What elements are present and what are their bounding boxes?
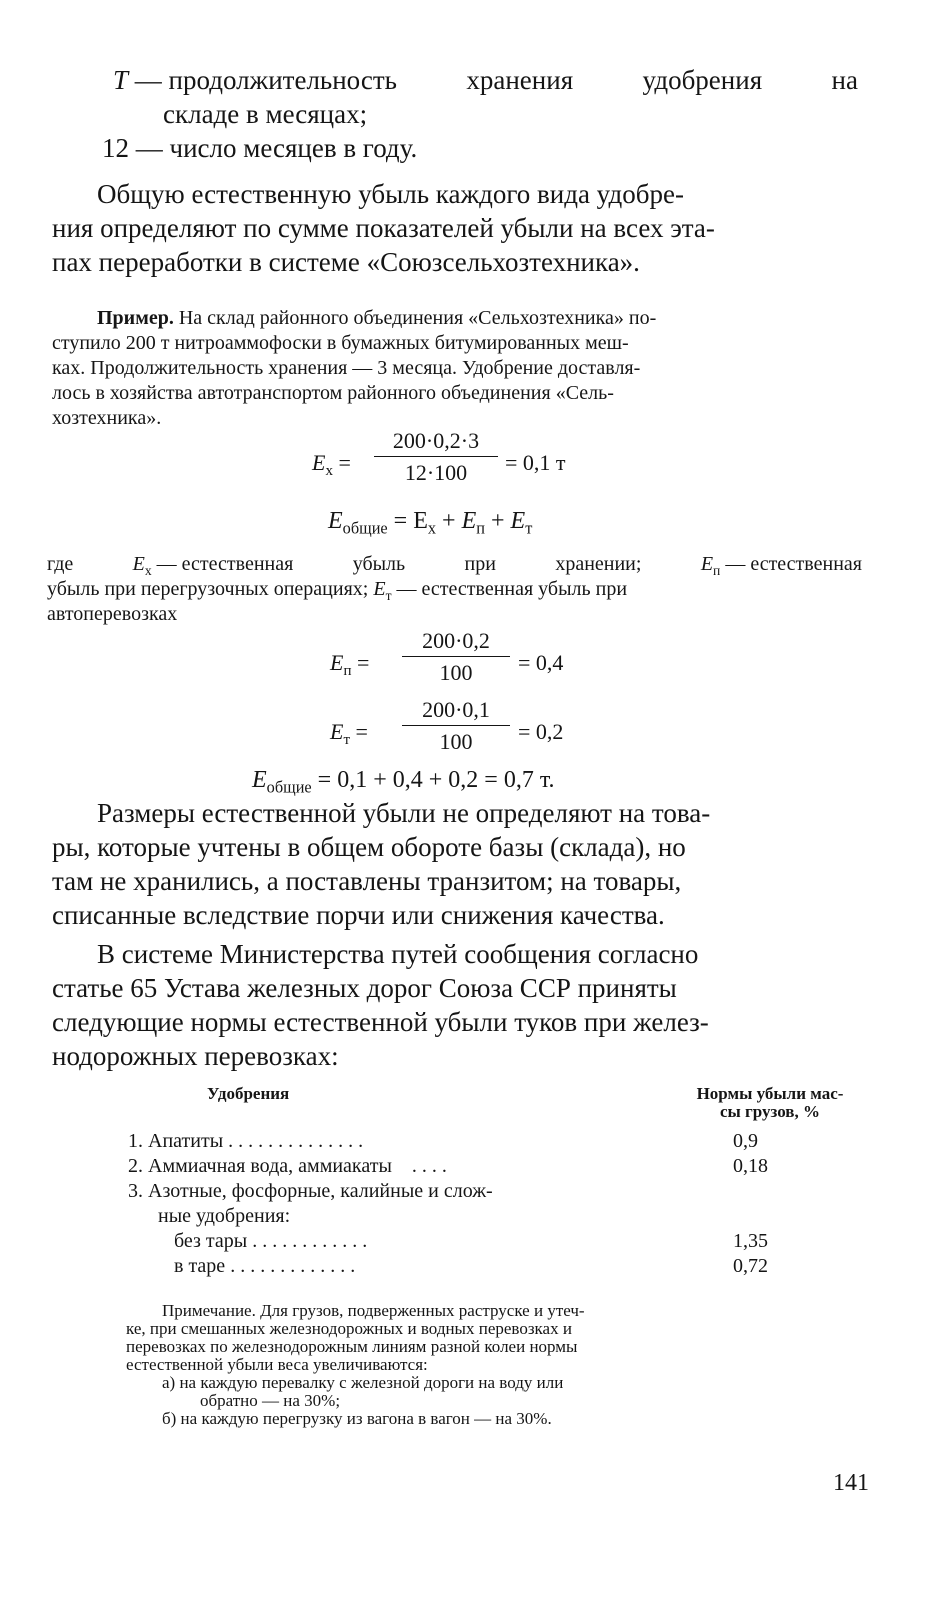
table-row-3b: в таре . . . . . . . . . . . . . — [174, 1255, 356, 1277]
note-line-2: ке, при смешанных железнодорожных и водных перевозках и — [126, 1319, 572, 1338]
formula-ex-result: = 0,1 т — [505, 450, 566, 475]
paragraph-2-line-1: Размеры естественной убыли не определяют на това- — [97, 798, 711, 828]
paragraph-3-line-3: следующие нормы естественной убыли туков при желез- — [52, 1007, 709, 1037]
table-header-fertilizers: Удобрения — [207, 1084, 290, 1103]
paragraph-2-line-2: ры, которые учтены в общем обороте базы (склада), но — [52, 832, 686, 862]
formula-et-denominator: 100 — [439, 729, 473, 754]
def-t-word4: на — [831, 65, 858, 95]
table-row-2: 2. Аммиачная вода, аммиакаты . . . . — [128, 1155, 447, 1177]
formula-en-numerator: 200·0,2 — [422, 628, 490, 653]
formula-ex — [312, 428, 612, 498]
table-row-1: 1. Апатиты . . . . . . . . . . . . . . — [128, 1130, 364, 1152]
formula-ex-fraction — [374, 428, 498, 486]
page-number: 141 — [833, 1470, 869, 1496]
note-line-1: Примечание. Для грузов, подверженных раструске и утеч- — [162, 1301, 585, 1320]
paragraph-3-line-1: В системе Министерства путей сообщения согласно — [97, 939, 699, 969]
definition-t-line2: складе в месяцах; — [163, 99, 368, 129]
example-label: Пример. — [97, 307, 174, 329]
table-header-norms: Нормы убыли мас- сы грузов, % — [696, 1084, 844, 1121]
formula-et-lhs: $E_т$ = — [330, 719, 368, 749]
paragraph-1-line-1: Общую естественную убыль каждого вида удобре- — [97, 179, 684, 209]
variable-t: T — [113, 65, 129, 95]
formula-et — [330, 697, 630, 767]
note-line-3: перевозках по железнодорожным линиям разной колеи нормы — [126, 1337, 578, 1356]
paragraph-2-line-4: списанные вследствие порчи или снижения качества. — [52, 900, 665, 930]
note-item-a-line-2: обратно — на 30%; — [200, 1391, 341, 1410]
def-t-word3: удобрения — [642, 65, 763, 95]
formula-et-fraction — [402, 697, 510, 755]
formula-ex-numerator: 200·0,2·3 — [392, 428, 480, 453]
formula-en-lhs: $E_п$ = — [330, 650, 370, 680]
formula-en-result: = 0,4 — [518, 650, 564, 675]
formula-total: $E_{общие} = E_х + E_п + E_т$ — [328, 508, 533, 538]
table-row-3b-value: 0,72 — [733, 1255, 768, 1277]
table-row-1-value: 0,9 — [733, 1130, 758, 1152]
example-line-1-text: На склад районного объединения «Сельхозтехника» по- — [178, 307, 657, 329]
formula-en-denominator: 100 — [439, 660, 473, 685]
example-line-2: ступило 200 т нитроаммофоски в бумажных битумированных меш- — [52, 332, 629, 354]
paragraph-1-line-2: ния определяют по сумме показателей убыли на всех эта- — [52, 213, 715, 243]
example-line-5: хозтехника». — [52, 407, 162, 429]
where-line-3: автоперевозках — [47, 603, 178, 625]
table-row-2-value: 0,18 — [733, 1155, 768, 1177]
formula-en — [330, 628, 630, 698]
table-row-3: 3. Азотные, фосфорные, калийные и слож- — [128, 1180, 493, 1202]
formula-ex-lhs: $E_х$ = — [312, 450, 351, 480]
definition-twelve: 12 — число месяцев в году. — [102, 133, 418, 163]
formula-et-numerator: 200·0,1 — [422, 697, 490, 722]
note-item-a-line-1: а) на каждую перевалку с железной дороги на воду или — [162, 1373, 564, 1392]
paragraph-2-line-3: там не хранились, а поставлены транзитом; на товары, — [52, 866, 682, 896]
def-t-word1: — продолжительность — [134, 65, 397, 95]
definition-t-line1 — [113, 64, 858, 96]
def-t-word2: хранения — [466, 65, 574, 95]
note-line-4: естественной убыли веса увеличиваются: — [126, 1355, 428, 1374]
formula-final: $E_{общие} = 0,1 + 0,4 + 0,2 = 0,7$ т. — [252, 767, 555, 797]
where-line-2: убыль при перегрузочных операциях; $E_т$ — естественная убыль при — [47, 578, 628, 603]
example-line-1 — [97, 307, 656, 330]
formula-et-result: = 0,2 — [518, 719, 564, 744]
example-line-3: ках. Продолжительность хранения — 3 месяца. Удобрение доставля- — [52, 357, 641, 379]
table-row-3a: без тары . . . . . . . . . . . . — [174, 1230, 368, 1252]
paragraph-3-line-4: нодорожных перевозках: — [52, 1041, 339, 1071]
formula-en-fraction — [402, 628, 510, 686]
note-item-b: б) на каждую перегрузку из вагона в вагон — на 30%. — [162, 1409, 552, 1428]
paragraph-3-line-2: статье 65 Устава железных дорог Союза ССР приняты — [52, 973, 677, 1003]
formula-ex-denominator: 12·100 — [404, 460, 468, 485]
where-line-1: где $E_х$ — естественная убыль при хранении; $E_п$ — естественная — [47, 553, 862, 578]
example-line-4: лось в хозяйства автотранспортом районного объединения «Сель- — [52, 382, 614, 404]
table-row-3-cont: ные удобрения: — [158, 1205, 291, 1227]
table-row-3a-value: 1,35 — [733, 1230, 768, 1252]
paragraph-1-line-3: пах переработки в системе «Союзсельхозтехника». — [52, 247, 640, 277]
